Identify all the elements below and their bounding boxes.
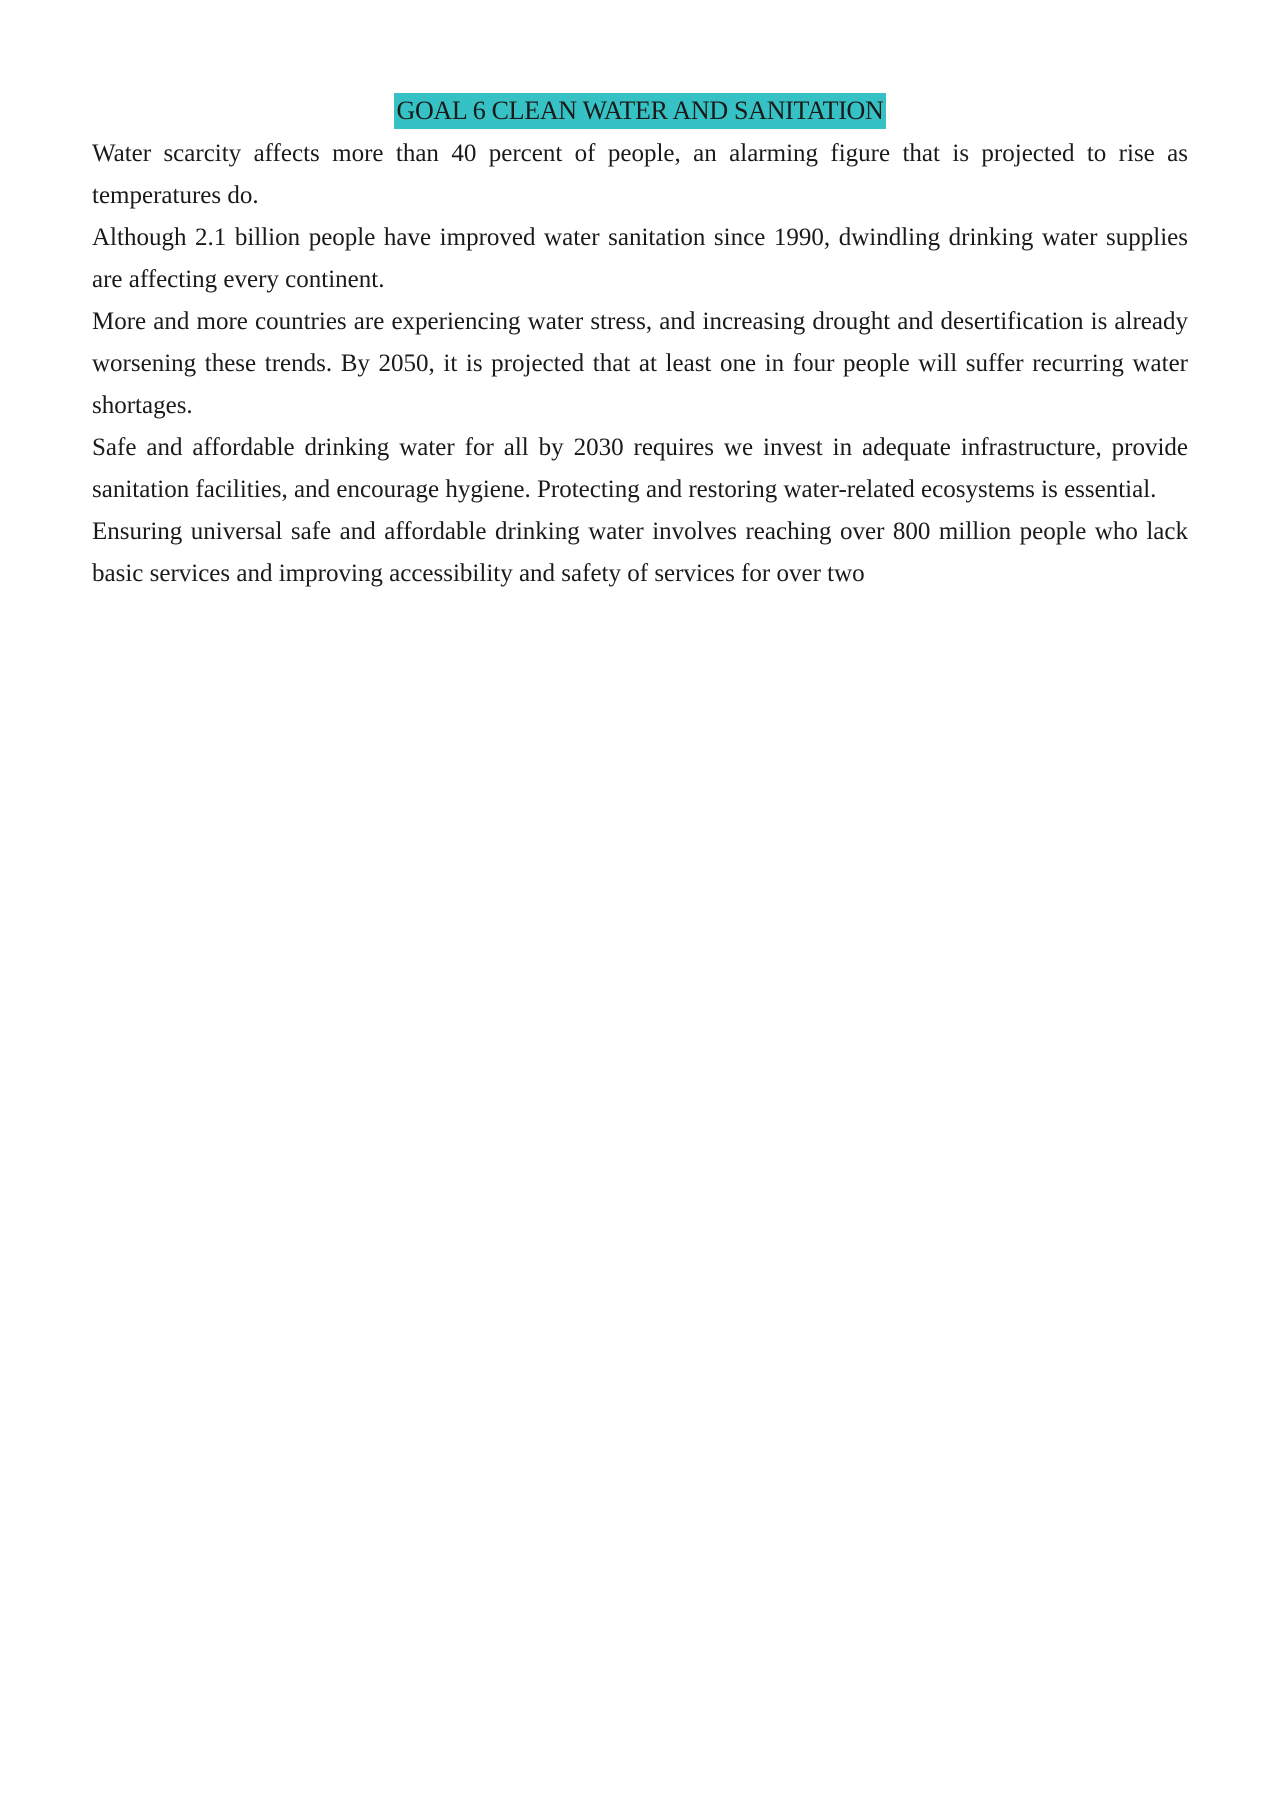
paragraph-sanitation-progress: Although 2.1 billion people have improved water sanitation since 1990, dwindling drinking water supplies are affecting every continent.	[92, 224, 1188, 293]
page-title: GOAL 6 CLEAN WATER AND SANITATION	[394, 93, 885, 129]
paragraph-universal-access: Ensuring universal safe and affordable drinking water involves reaching over 800 million people who lack basic services and improving accessibility and safety of services for over two	[92, 518, 1188, 587]
document-body	[92, 91, 1188, 595]
paragraph-water-scarcity: Water scarcity affects more than 40 percent of people, an alarming figure that is projected to rise as temperatures do.	[92, 140, 1188, 209]
paragraph-safe-water-2030: Safe and affordable drinking water for all by 2030 requires we invest in adequate infrastructure, provide sanitation facilities, and encourage hygiene. Protecting and restoring water-related ecosystems is essential.	[92, 434, 1188, 503]
paragraph-water-stress: More and more countries are experiencing water stress, and increasing drought and desertification is already worsening these trends. By 2050, it is projected that at least one in four people will suffer recurring water shortages.	[92, 308, 1188, 419]
title-line	[92, 91, 1188, 133]
